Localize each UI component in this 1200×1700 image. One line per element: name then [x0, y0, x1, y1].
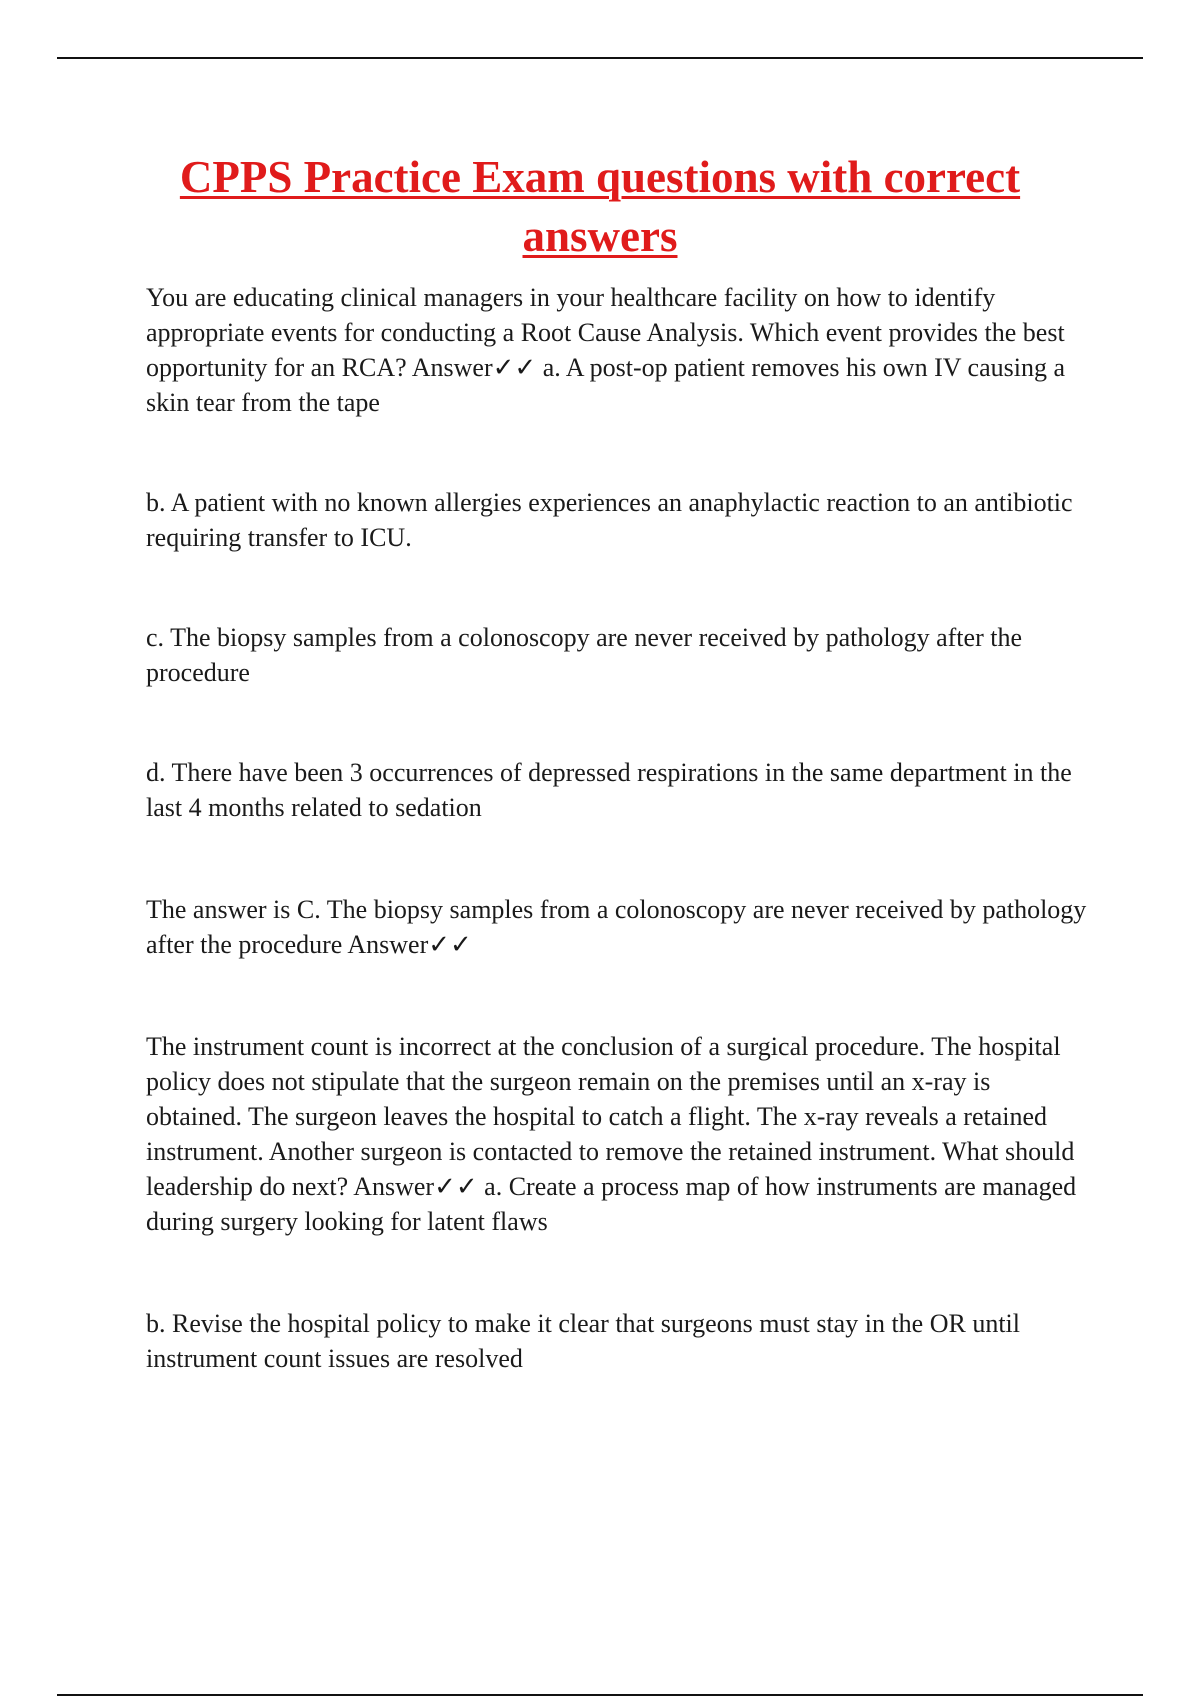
top-divider — [57, 57, 1143, 59]
question-2-stem: The instrument count is incorrect at the conclusion of a surgical procedure. The hospital policy does not stipulate that the surgeon remain on the premises until an x-ray is obtained. The surgeon leaves the hospital to catch a flight. The x-ray reveals a retained instrument. Another surgeon is contacted to remove the retained instrument. What should leadership do next? Answer✓✓ a. Create a process map of how instruments are managed during surgery looking for latent flaws — [146, 1032, 1077, 1236]
question-1-option-b: b. A patient with no known allergies experiences an anaphylactic reaction to an antibiotic requiring transfer to ICU. — [146, 488, 1073, 552]
question-1-option-d: d. There have been 3 occurrences of depressed respirations in the same department in the last 4 months related to sedation — [146, 758, 1072, 822]
question-1-stem: You are educating clinical managers in your healthcare facility on how to identify appropriate events for conducting a Root Cause Analysis. Which event provides the best opportunity for an RCA? Answer✓✓ a. A post-op patient removes his own IV causing a skin tear from the tape — [146, 283, 1066, 417]
question-2-option-b: b. Revise the hospital policy to make it clear that surgeons must stay in the OR until instrument count issues are resolved — [146, 1309, 1020, 1373]
question-1-answer: The answer is C. The biopsy samples from a colonoscopy are never received by pathology after the procedure Answer✓✓ — [146, 895, 1087, 959]
document-body — [146, 280, 1091, 1376]
question-1-option-c: c. The biopsy samples from a colonoscopy are never received by pathology after the procedure — [146, 623, 1022, 687]
page-title: CPPS Practice Exam questions with correct answers — [179, 152, 1021, 261]
bottom-divider — [57, 1694, 1143, 1696]
